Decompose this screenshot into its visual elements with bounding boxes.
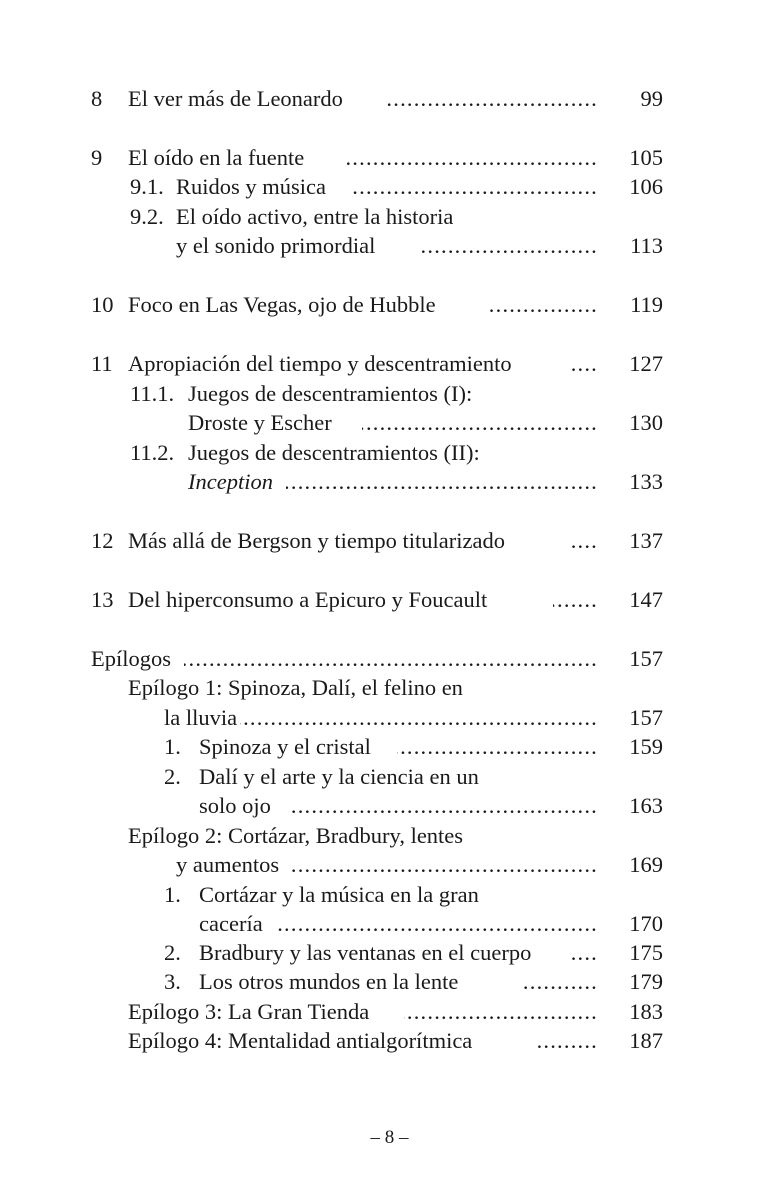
dot-leader xyxy=(240,702,598,734)
chapter-number: 8 xyxy=(91,86,103,111)
chapter-title: Foco en Las Vegas, ojo de Hubble xyxy=(128,292,436,317)
page-number: 163 xyxy=(629,793,663,818)
dot-leader xyxy=(386,83,598,115)
dot-leader xyxy=(343,142,598,174)
item-title-line-1: Cortázar y la música en la gran xyxy=(199,882,479,907)
dot-leader xyxy=(524,966,598,998)
toc-entry-section-11-2 xyxy=(0,437,779,469)
dot-leader xyxy=(278,908,598,940)
toc-entry-epilogo-1 xyxy=(0,672,779,704)
toc-entry-section-9-2 xyxy=(0,201,779,233)
section-number: 11.1. xyxy=(130,381,175,406)
toc-entry-epilogo-2 xyxy=(0,820,779,852)
epilogue-title: Epílogo 3: La Gran Tienda xyxy=(128,999,370,1024)
item-number: 1. xyxy=(164,882,181,907)
item-number: 1. xyxy=(164,734,181,759)
chapter-number: 10 xyxy=(91,292,114,317)
dot-leader xyxy=(572,937,598,969)
dot-leader xyxy=(570,348,598,380)
section-title-line-1: Juegos de descentramientos (I): xyxy=(188,381,473,406)
section-title-line-2: Droste y Escher xyxy=(188,410,332,435)
section-number: 9.2. xyxy=(130,204,164,229)
dot-leader xyxy=(553,584,598,616)
section-title-line-2: y el sonido primordial xyxy=(176,233,376,258)
page-folio: – 8 – xyxy=(370,1127,409,1148)
page-number: 183 xyxy=(629,999,663,1024)
dot-leader xyxy=(184,643,598,675)
dot-leader xyxy=(352,171,598,203)
toc-entry-epilogo-1-item-2-continued xyxy=(0,790,779,822)
dot-leader xyxy=(286,466,598,498)
section-title-line-1: El oído activo, entre la historia xyxy=(176,204,454,229)
toc-entry-section-9-2-continued xyxy=(0,230,779,262)
page-number: 113 xyxy=(630,233,663,258)
page-number: 169 xyxy=(629,852,663,877)
dot-leader xyxy=(288,790,598,822)
chapter-title: El oído en la fuente xyxy=(128,145,305,170)
toc-entry-epilogo-3 xyxy=(0,996,779,1028)
dot-leader xyxy=(397,731,598,763)
toc-entry-chapter-13 xyxy=(0,584,779,616)
dot-leader xyxy=(418,230,598,262)
page-number: 157 xyxy=(629,705,663,730)
epilogue-title-line-2: la lluvia xyxy=(164,705,238,730)
dot-leader xyxy=(568,525,598,557)
toc-entry-chapter-12 xyxy=(0,525,779,557)
epilogue-title-line-1: Epílogo 2: Cortázar, Bradbury, lentes xyxy=(128,823,464,848)
chapter-title: Más allá de Bergson y tiempo titularizado xyxy=(128,528,505,553)
item-title-line-1: Dalí y el arte y la ciencia en un xyxy=(199,764,479,789)
chapter-number: 9 xyxy=(91,145,103,170)
chapter-title: Apropiación del tiempo y descentramiento xyxy=(128,351,512,376)
chapter-title: El ver más de Leonardo xyxy=(128,86,343,111)
dot-leader xyxy=(362,407,598,439)
page-number: 130 xyxy=(629,410,663,435)
page-number: 159 xyxy=(629,734,663,759)
item-title: Bradbury y las ventanas en el cuerpo xyxy=(199,940,532,965)
toc-entry-section-11-1 xyxy=(0,378,779,410)
section-title: Epílogos xyxy=(91,646,172,671)
page-number: 175 xyxy=(629,940,663,965)
item-title-line-2: cacería xyxy=(199,911,263,936)
page-number: 119 xyxy=(630,292,663,317)
page-number: 137 xyxy=(629,528,663,553)
page-number: 187 xyxy=(629,1028,663,1053)
toc-entry-chapter-9 xyxy=(0,142,779,174)
dot-leader xyxy=(404,996,598,1028)
toc-entry-chapter-8 xyxy=(0,83,779,115)
page-number: 157 xyxy=(629,646,663,671)
toc-entry-epilogo-1-item-2 xyxy=(0,761,779,793)
chapter-title: Del hiperconsumo a Epicuro y Foucault xyxy=(128,587,488,612)
toc-entry-epilogo-1-continued xyxy=(0,702,779,734)
epilogue-title-line-2: y aumentos xyxy=(176,852,280,877)
page-number: 105 xyxy=(629,145,663,170)
toc-entry-epilogo-1-item-1 xyxy=(0,731,779,763)
item-number: 2. xyxy=(164,940,181,965)
section-title-line-2: Inception xyxy=(188,469,273,494)
toc-entry-section-9-1 xyxy=(0,171,779,203)
page-number: 147 xyxy=(629,587,663,612)
page-number: 170 xyxy=(629,911,663,936)
toc-entry-epilogo-4 xyxy=(0,1025,779,1057)
dot-leader xyxy=(289,849,598,881)
dot-leader xyxy=(536,1025,598,1057)
chapter-number: 11 xyxy=(91,351,113,376)
item-title: Los otros mundos en la lente xyxy=(199,969,459,994)
chapter-number: 12 xyxy=(91,528,114,553)
item-number: 2. xyxy=(164,764,181,789)
item-title-line-2: solo ojo xyxy=(199,793,271,818)
page-number: 99 xyxy=(640,86,663,111)
toc-entry-section-11-1-continued xyxy=(0,407,779,439)
section-number: 9.1. xyxy=(130,174,164,199)
section-title-line-1: Juegos de descentramientos (II): xyxy=(188,440,480,465)
toc-entry-epilogo-2-continued xyxy=(0,849,779,881)
dot-leader xyxy=(490,289,598,321)
item-number: 3. xyxy=(164,969,181,994)
page-number: 106 xyxy=(629,174,663,199)
toc-entry-epilogo-2-item-3 xyxy=(0,966,779,998)
epilogue-title-line-1: Epílogo 1: Spinoza, Dalí, el felino en xyxy=(128,675,463,700)
toc-entry-section-11-2-continued xyxy=(0,466,779,498)
toc-entry-epilogos xyxy=(0,643,779,675)
item-title: Spinoza y el cristal xyxy=(199,734,371,759)
section-title: Ruidos y música xyxy=(176,174,326,199)
page-number: 127 xyxy=(629,351,663,376)
toc-entry-epilogo-2-item-1 xyxy=(0,879,779,911)
epilogue-title: Epílogo 4: Mentalidad antialgorítmica xyxy=(128,1028,473,1053)
chapter-number: 13 xyxy=(91,587,114,612)
toc-entry-chapter-11 xyxy=(0,348,779,380)
toc-entry-epilogo-2-item-1-continued xyxy=(0,908,779,940)
toc-entry-chapter-10 xyxy=(0,289,779,321)
page-number: 179 xyxy=(629,969,663,994)
section-number: 11.2. xyxy=(130,440,175,465)
toc-entry-epilogo-2-item-2 xyxy=(0,937,779,969)
page-number: 133 xyxy=(629,469,663,494)
